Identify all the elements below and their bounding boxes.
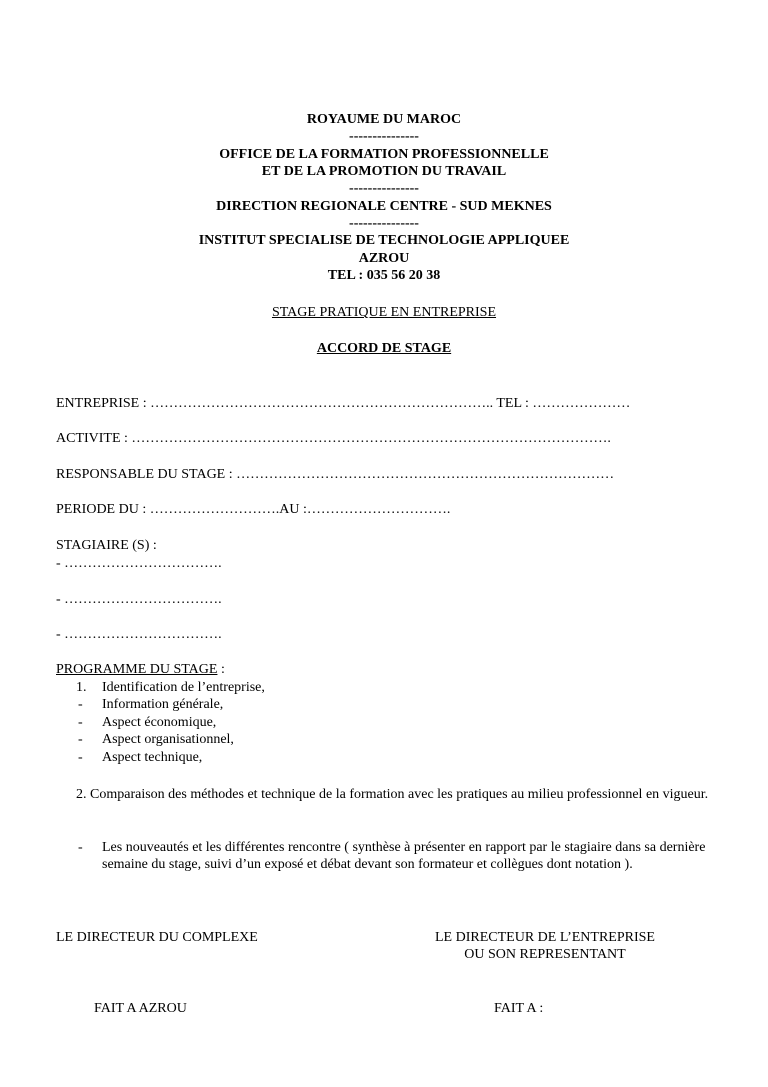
signature-entreprise-director: LE DIRECTEUR DE L’ENTREPRISE [435,930,655,945]
header-office: OFFICE DE LA FORMATION PROFESSIONNELLE [219,147,549,162]
fait-a: FAIT A : [494,1001,544,1016]
field-responsable: RESPONSABLE DU STAGE : ……………………………………………………………………… [56,467,615,482]
stagiaire-line: - ……………………………. [56,627,222,642]
fait-a-azrou: FAIT A AZROU [94,1001,187,1016]
header-separator: --------------- [349,216,419,231]
signature-representative: OU SON REPRESENTANT [464,947,626,962]
header-institute: INSTITUT SPECIALISE DE TECHNOLOGIE APPLIQUEE [198,233,570,248]
field-entreprise: ENTREPRISE : ……………………………………………………………….. TEL : ………………… [56,396,631,411]
programme-subitem: Aspect organisationnel, [102,732,234,747]
signature-complexe-director: LE DIRECTEUR DU COMPLEXE [56,930,258,945]
header-kingdom: ROYAUME DU MAROC [306,112,462,127]
header-office-line2: ET DE LA PROMOTION DU TRAVAIL [261,164,507,179]
list-marker: - [78,840,83,855]
header-direction: DIRECTION REGIONALE CENTRE - SUD MEKNES [216,199,552,214]
programme-subitem: Aspect économique, [102,715,217,730]
stagiaires-label: STAGIAIRE (S) : [56,538,157,553]
list-marker: - [78,715,83,730]
programme-label: PROGRAMME DU STAGE [56,662,218,677]
programme-item: 2. Comparaison des méthodes et technique de la formation avec les pratiques au milieu professionnel en vigueur. [76,787,709,802]
list-marker: 1. [76,680,87,695]
document-title: ACCORD DE STAGE [316,341,452,356]
header-separator: --------------- [349,129,419,144]
header-phone: TEL : 035 56 20 38 [327,268,441,283]
stagiaire-line: - ……………………………. [56,556,222,571]
header-separator: --------------- [349,181,419,196]
programme-item: Les nouveautés et les différentes rencontre ( synthèse à présenter en rapport par le stagiaire dans sa dernière semaine du stage, suivi d’un exposé et débat devant son formateur et collègues dont notation ). [102,840,706,872]
field-activite: ACTIVITE : …………………………………………………………………………………………. [56,431,611,446]
programme-subitem: Aspect technique, [102,750,203,765]
stagiaire-line: - ……………………………. [56,592,222,607]
programme-label-suffix: : [217,662,225,677]
list-marker: - [78,750,83,765]
header-city: AZROU [358,251,410,266]
programme-subitem: Information générale, [102,697,224,712]
list-marker: - [78,732,83,747]
programme-item: Identification de l’entreprise, [102,680,265,695]
document-subtitle: STAGE PRATIQUE EN ENTREPRISE [271,305,497,320]
programme-heading [56,661,225,678]
field-periode: PERIODE DU : ……………………….AU :…………………………. [56,502,451,517]
list-marker: - [78,697,83,712]
